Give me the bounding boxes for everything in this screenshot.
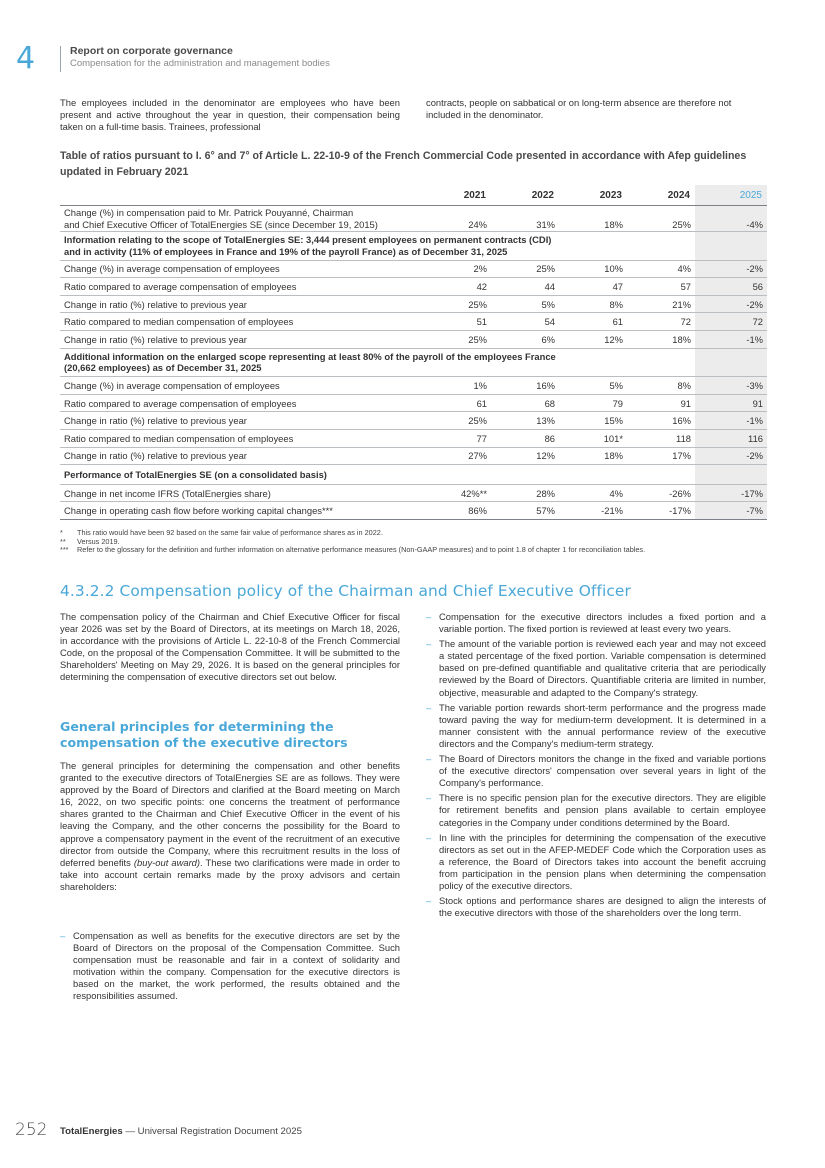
ratios-table: [60, 185, 767, 520]
value-cell-2025: 56: [695, 278, 767, 296]
value-cell-2022: 31%: [491, 206, 559, 232]
bullet-text: Stock options and performance shares are designed to align the interests of the executive directors with those of the shareholders over the long term.: [439, 895, 766, 919]
row-label: [60, 377, 423, 395]
year-2025: 2025: [695, 185, 767, 206]
section-label-line1: Performance of TotalEnergies SE (on a consolidated basis): [64, 468, 327, 480]
value-cell-2021: 42%**: [423, 484, 491, 502]
row-label-line1: Change (%) in average compensation of employees: [64, 263, 280, 275]
shaded-cell: [695, 465, 767, 485]
value-cell-2024: 57: [627, 278, 695, 296]
row-label: [60, 330, 423, 348]
row-label: [60, 502, 423, 520]
table-title: Table of ratios pursuant to I. 6° and 7° of Article L. 22-10-9 of the French Commercial Code presented in accordance with Afep guidelines updated in February 2021: [60, 150, 747, 178]
row-label: [60, 447, 423, 465]
bullet-text: In line with the principles for determining the compensation of the executive directors as set out in the AFEP-MEDEF Code which the Corporation uses as a reference, the Board of Directors takes into account the benefit accruing from participation in the pension plans when determining the compensation policy of the executive directors.: [439, 831, 766, 891]
footnote: [60, 546, 770, 555]
section-label: [60, 348, 695, 377]
value-cell-2022: 57%: [491, 502, 559, 520]
value-cell-2025: 116: [695, 429, 767, 447]
value-cell-2021: 2%: [423, 260, 491, 278]
section-label-line1: Information relating to the scope of TotalEnergies SE: 3,444 present employees on permanent contracts (CDI): [64, 234, 552, 245]
value-cell-2022: 5%: [491, 295, 559, 313]
right-bullet-list: [426, 611, 766, 922]
year-2021: 2021: [463, 189, 486, 201]
value-cell-2022: 13%: [491, 412, 559, 430]
footnote-mark: **: [60, 536, 66, 546]
shaded-cell: [695, 348, 767, 377]
table-section-row: [60, 348, 767, 377]
footnote-text: This ratio would have been 92 based on the same fair value of performance shares as in 2022.: [77, 528, 383, 537]
bullet-text: The amount of the variable portion is reviewed each year and may not exceed a stated percentage of the fixed portion. Variable compensation is determined based on pre-defined quantifiable and qualitative criteria that are periodically reviewed by the Board of Directors. Quantifiable criteria are limited in number, objective, measurable and adapted to the Company's strategy.: [439, 638, 766, 698]
row-label-line1: Change in ratio (%) relative to previous year: [64, 298, 247, 310]
value-cell-2022: 28%: [491, 484, 559, 502]
value-cell-2023: 15%: [559, 412, 627, 430]
value-cell-2021: 51: [423, 313, 491, 331]
row-label: [60, 278, 423, 296]
subsection-heading: General principles for determining the compensation of the executive directors: [60, 719, 348, 750]
value-cell-2024: 91: [627, 394, 695, 412]
value-cell-2021: 86%: [423, 502, 491, 520]
value-cell-2022: 6%: [491, 330, 559, 348]
dash-bullet: –: [60, 930, 66, 941]
value-cell-2021: 25%: [423, 295, 491, 313]
bullet-text: There is no specific pension plan for the executive directors. They are eligible for retirement benefits and pension plans available to certain employee categories in the Company under conditions determined by the Board.: [439, 792, 766, 828]
value-cell-2022: 68: [491, 394, 559, 412]
row-label-line1: Ratio compared to median compensation of employees: [64, 316, 294, 328]
bullet-item: [426, 832, 766, 892]
bullet-item: [60, 930, 400, 1003]
table-row: [60, 447, 767, 465]
row-label-line1: Change in ratio (%) relative to previous year: [64, 450, 247, 462]
principles-text-italic: (buy-out award): [133, 856, 201, 868]
row-label-line1: Ratio compared to median compensation of employees: [64, 432, 294, 444]
bullet-item: [426, 611, 766, 635]
value-cell-2025: -7%: [695, 502, 767, 520]
value-cell-2021: 77: [423, 429, 491, 447]
footnote-text: Versus 2019.: [77, 536, 120, 546]
value-cell-2023: 47: [559, 278, 627, 296]
dash-bullet: –: [426, 753, 432, 765]
value-cell-2023: 79: [559, 394, 627, 412]
value-cell-2025: 91: [695, 394, 767, 412]
principles-text-a: The general principles for determining the compensation and other benefits granted to the executive directors of TotalEnergies SE are as follows. They were approved by the Board of Directors and clarified at the Board meeting on March 16, 2022, on two specific points: one concerns the treatment of performance shares granted to the Chairman and Chief Executive Officer in the event of his leaving the Company, and the other concerns the possibility for the Board to approve a compensatory payment in the event of the recruitment of an executive director from outside the Company, where this recruitment results in the loss of deferred benefits: [60, 760, 400, 868]
row-label: [60, 313, 423, 331]
value-cell-2023: 101*: [559, 429, 627, 447]
bullet-item: [426, 895, 766, 919]
footnote-mark: ***: [60, 545, 69, 555]
value-cell-2024: 4%: [627, 260, 695, 278]
table-row: [60, 377, 767, 395]
table-footnotes: [60, 529, 770, 555]
value-cell-2024: 16%: [627, 412, 695, 430]
value-cell-2023: 4%: [559, 484, 627, 502]
value-cell-2021: 25%: [423, 412, 491, 430]
left-bullet-list: [60, 930, 400, 1006]
dash-bullet: –: [426, 701, 432, 713]
page-number: 252: [15, 1120, 48, 1140]
section-label-line1: Additional information on the enlarged scope representing at least 80% of the payroll of the employees France: [64, 350, 556, 362]
value-cell-2025: -2%: [695, 447, 767, 465]
bullet-text: Compensation as well as benefits for the executive directors are set by the Board of Directors on the proposal of the Compensation Committee. Such compensation must be reasonable and fair in a context of solidarity and motivation within the company. Compensation for the executive directors is based on the market, the work performed, the results obtained and the responsibilities assumed.: [73, 930, 400, 1002]
value-cell-2022: 12%: [491, 447, 559, 465]
value-cell-2021: 1%: [423, 377, 491, 395]
value-cell-2024: 25%: [627, 206, 695, 232]
footer-doc: — Universal Registration Document 2025: [122, 1126, 302, 1137]
year-2023: 2023: [599, 189, 622, 201]
value-cell-2025: -1%: [695, 412, 767, 430]
bullet-text: The Board of Directors monitors the change in the fixed and variable portions of the executive directors' compensation over several years in light of the Company's performance.: [439, 753, 766, 789]
value-cell-2024: 21%: [627, 295, 695, 313]
value-cell-2021: 27%: [423, 447, 491, 465]
dash-bullet: –: [426, 895, 432, 907]
footnote-text: Refer to the glossary for the definition and further information on alternative performance measures (Non-GAAP measures) and to point 1.8 of chapter 1 for reconciliation tables.: [77, 545, 646, 555]
table-row: [60, 429, 767, 447]
table-header-row: [60, 185, 767, 206]
value-cell-2021: 61: [423, 394, 491, 412]
row-label: [60, 206, 423, 232]
bullet-item: [426, 638, 766, 698]
value-cell-2024: 72: [627, 313, 695, 331]
section-label-line2: and in activity (11% of employees in France and 19% of the payroll France) as of December 31, 2025: [64, 245, 508, 257]
value-cell-2022: 86: [491, 429, 559, 447]
header-label-cell: [60, 185, 423, 206]
value-cell-2023: 12%: [559, 330, 627, 348]
value-cell-2023: -21%: [559, 502, 627, 520]
row-label: [60, 429, 423, 447]
table-row: [60, 484, 767, 502]
row-label-line1: Ratio compared to average compensation of employees: [64, 280, 297, 292]
footnote-mark: *: [60, 528, 63, 537]
dash-bullet: –: [426, 792, 432, 804]
footer-text: [60, 1126, 302, 1137]
intro-right: contracts, people on sabbatical or on long-term absence are therefore not included in the denominator.: [426, 97, 732, 121]
table-row: [60, 412, 767, 430]
policy-paragraph: The compensation policy of the Chairman and Chief Executive Officer for fiscal year 2026 was set by the Board of Directors, at its meetings on March 18, 2026, in accordance with the provisions of Article L. 22-10-8 of the French Commercial Code, on the proposal of the Compensation Committee. It will be submitted to the Shareholders' Meeting on May 29, 2026. It is based on the general principles for determining the compensation of executive directors set out below.: [60, 611, 400, 683]
value-cell-2022: 54: [491, 313, 559, 331]
value-cell-2023: 5%: [559, 377, 627, 395]
row-label: [60, 260, 423, 278]
header-title: Report on corporate governance: [70, 45, 233, 57]
dash-bullet: –: [426, 831, 432, 843]
section-label: [60, 232, 695, 261]
value-cell-2024: 8%: [627, 377, 695, 395]
bullet-item: [426, 753, 766, 789]
table-section-row: [60, 465, 767, 485]
value-cell-2024: -26%: [627, 484, 695, 502]
footer-brand: TotalEnergies: [60, 1126, 123, 1137]
section-title: 4.3.2.2 Compensation policy of the Chairman and Chief Executive Officer: [60, 582, 631, 600]
value-cell-2023: 18%: [559, 206, 627, 232]
value-cell-2022: 44: [491, 278, 559, 296]
table-row: [60, 330, 767, 348]
year-2024: 2024: [667, 189, 690, 201]
value-cell-2023: 8%: [559, 295, 627, 313]
intro-left: The employees included in the denominator are employees who have been present and active throughout the year in question, their compensation being taken on a full-time basis. Trainees, professional: [60, 97, 400, 133]
section-label: [60, 465, 695, 485]
table-row: [60, 313, 767, 331]
row-label-line1: Change in ratio (%) relative to previous year: [64, 333, 247, 345]
bullet-item: [426, 792, 766, 828]
principles-text-b: . These two clarifications were made in order to take into account certain remarks made by the proxy advisors and certain shareholders:: [60, 856, 401, 892]
year-2022: 2022: [531, 189, 554, 201]
value-cell-2025: -4%: [695, 206, 767, 232]
principles-paragraph: [60, 760, 400, 893]
chapter-number: 4: [16, 41, 36, 76]
value-cell-2021: 25%: [423, 330, 491, 348]
value-cell-2025: -17%: [695, 484, 767, 502]
row-label-line1: Change in ratio (%) relative to previous year: [64, 415, 247, 427]
footnote: [60, 529, 770, 538]
value-cell-2025: -2%: [695, 295, 767, 313]
value-cell-2025: 72: [695, 313, 767, 331]
table-row: [60, 394, 767, 412]
dash-bullet: –: [426, 611, 432, 622]
value-cell-2025: -3%: [695, 377, 767, 395]
row-label-line1: Change in net income IFRS (TotalEnergies share): [64, 487, 271, 499]
value-cell-2021: 24%: [423, 206, 491, 232]
value-cell-2025: -1%: [695, 330, 767, 348]
table-row: [60, 295, 767, 313]
value-cell-2024: -17%: [627, 502, 695, 520]
bullet-item: [426, 702, 766, 750]
header-divider: [60, 46, 61, 72]
header-subtitle: Compensation for the administration and management bodies: [70, 58, 330, 69]
row-label: [60, 295, 423, 313]
row-label-line1: Change (%) in average compensation of employees: [64, 379, 280, 391]
value-cell-2022: 16%: [491, 377, 559, 395]
row-label: [60, 412, 423, 430]
value-cell-2024: 18%: [627, 330, 695, 348]
table-section-row: [60, 232, 767, 261]
section-label-line2: (20,662 employees) as of December 31, 2025: [64, 362, 262, 374]
value-cell-2021: 42: [423, 278, 491, 296]
bullet-text: The variable portion rewards short-term performance and the progress made toward paving the way for medium-term development. It is determined in a manner consistent with the annual performance review of the executive directors and the Company's medium-term strategy.: [439, 701, 766, 749]
value-cell-2025: -2%: [695, 260, 767, 278]
bullet-text: Compensation for the executive directors includes a fixed portion and a variable portion. The fixed portion is reviewed at least every two years.: [439, 611, 766, 635]
value-cell-2024: 118: [627, 429, 695, 447]
row-label: [60, 394, 423, 412]
table-row: [60, 260, 767, 278]
row-label-line1: Change (%) in compensation paid to Mr. Patrick Pouyanné, Chairman: [64, 207, 354, 218]
value-cell-2023: 61: [559, 313, 627, 331]
row-label-line1: Change in operating cash flow before working capital changes***: [64, 505, 333, 517]
value-cell-2022: 25%: [491, 260, 559, 278]
dash-bullet: –: [426, 638, 432, 650]
table-row: [60, 278, 767, 296]
table-row: [60, 206, 767, 232]
value-cell-2024: 17%: [627, 447, 695, 465]
value-cell-2023: 10%: [559, 260, 627, 278]
table-row: [60, 502, 767, 520]
row-label: [60, 484, 423, 502]
row-label-line2: and Chief Executive Officer of TotalEnergies SE (since December 19, 2015): [64, 218, 378, 230]
value-cell-2023: 18%: [559, 447, 627, 465]
row-label-line1: Ratio compared to average compensation of employees: [64, 397, 297, 409]
shaded-cell: [695, 232, 767, 261]
